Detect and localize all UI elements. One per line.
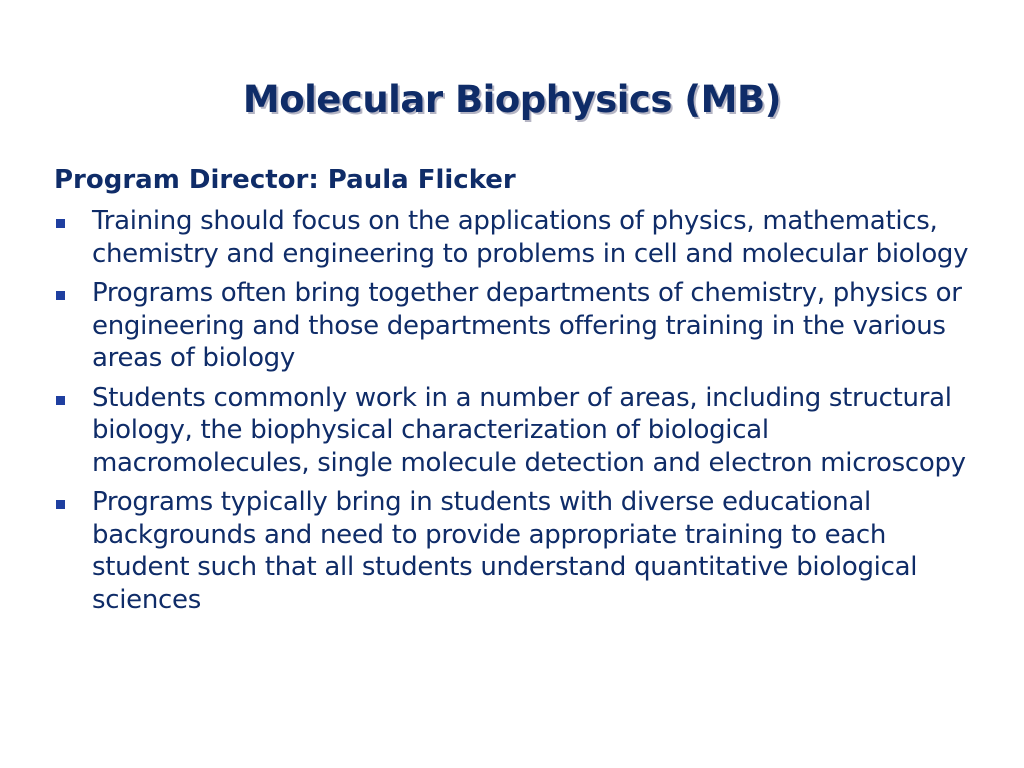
square-bullet-icon — [56, 291, 65, 300]
bullet-item — [54, 205, 974, 270]
bullet-item — [54, 382, 974, 480]
bullet-text: Training should focus on the applications of physics, mathematics, chemistry and engineering to problems in cell and molecular biology — [92, 206, 969, 269]
square-bullet-icon — [56, 396, 65, 405]
slide-title: Molecular Biophysics (MB) — [242, 78, 782, 121]
bullet-item — [54, 486, 974, 616]
bullet-item — [54, 277, 974, 375]
square-bullet-icon — [56, 500, 65, 509]
bullet-list — [54, 205, 974, 623]
bullet-text: Programs often bring together departments of chemistry, physics or engineering and those departments offering training in the various areas of biology — [92, 278, 962, 373]
square-bullet-icon — [56, 219, 65, 228]
bullet-text: Students commonly work in a number of areas, including structural biology, the biophysical characterization of biological macromolecules, single molecule detection and electron microscopy — [92, 382, 966, 478]
bullet-text: Programs typically bring in students with diverse educational backgrounds and need to provide appropriate training to each student such that all students understand quantitative biological sciences — [92, 487, 918, 615]
program-director-line: Program Director: Paula Flicker — [54, 165, 516, 195]
